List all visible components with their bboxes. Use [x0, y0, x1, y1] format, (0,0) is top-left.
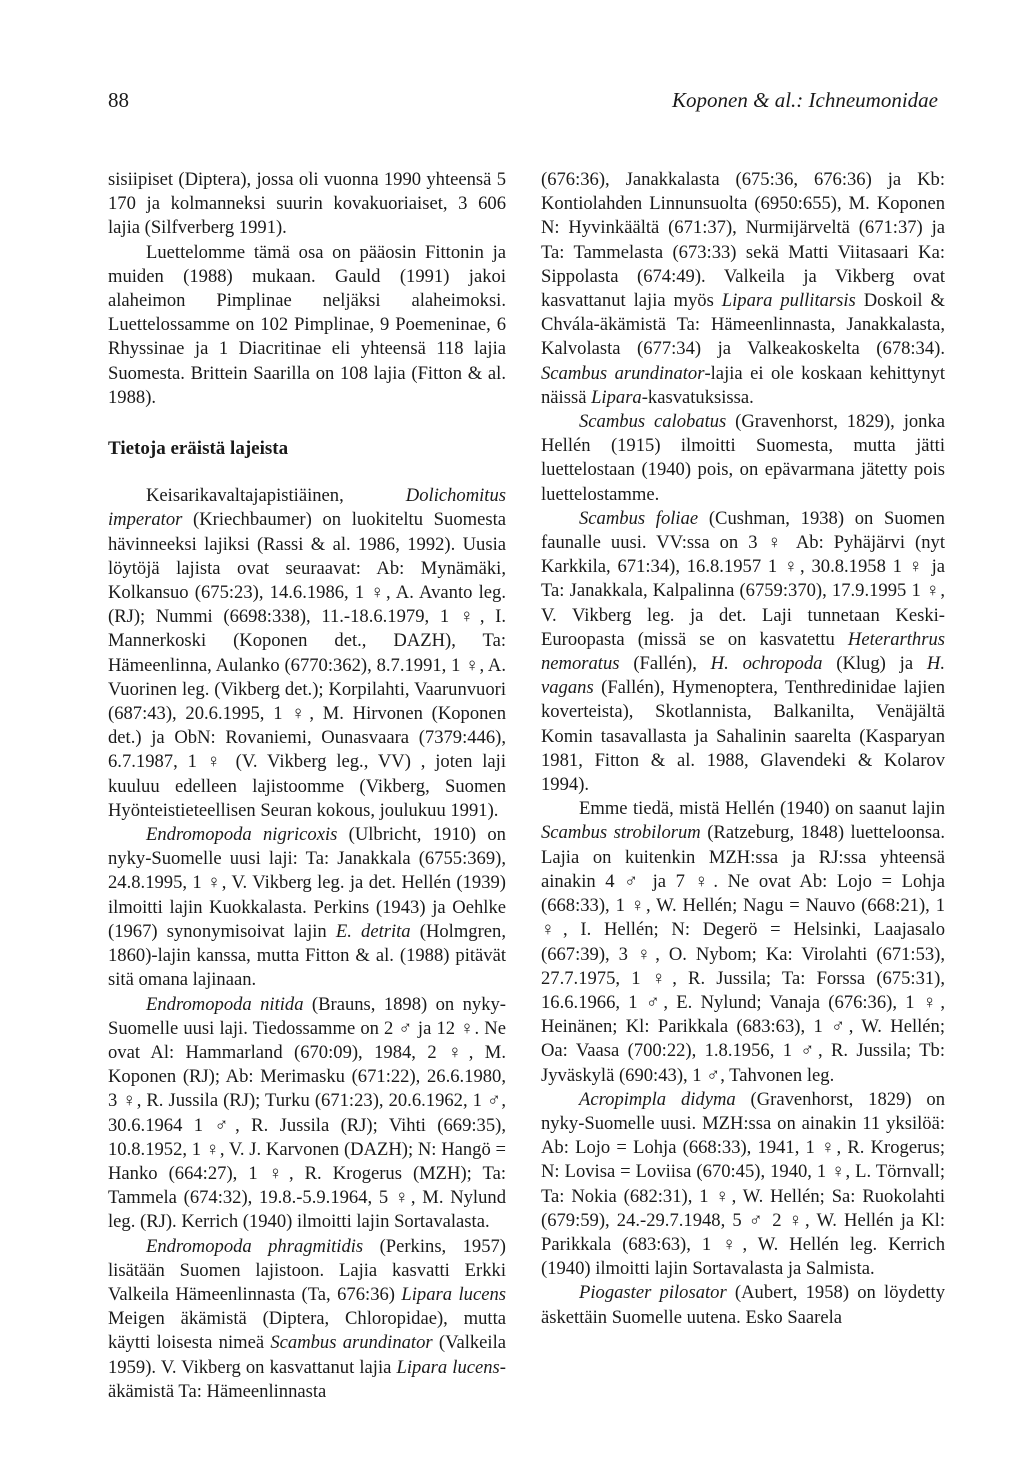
text-run: (Ratzeburg, 1848) luetteloonsa. Lajia on kuitenkin MZH:ssa ja RJ:ssa yhteensä ainakin 4 ♂ ja 7 ♀. Ne ovat Ab: Lojo = Lohja (668:33), 1 ♀, W. Hellén; Nagu = Nauvo (668:21), 1 ♀, I. Hellén; N: Degerö = Helsinki, Laajasalo (667:39), 3 ♀, O. Nybom; Ka: Virolahti (671:53), 27.7.1975, 1 ♀, R. Jussila; Ta: Forssa (675:31), 16.6.1966, 1 ♂, E. Nylund; Vanaja (676:36), 1 ♀, Heinänen; Kl: Parikkala (683:63), 1 ♂, W. Hellén; Oa: Vaasa (700:22), 1.8.1956, 1 ♂, R. Jussila; Tb: Jyväskylä (690:43), 1 ♂, Tahvonen leg.	[541, 822, 945, 1086]
species-name: Scambus calobatus	[579, 411, 727, 433]
species-name: H. vagans	[541, 653, 945, 699]
paragraph-piogaster-pilosator	[541, 1281, 945, 1329]
species-name: Scambus foliae	[579, 507, 699, 529]
text-run: (Kriechbaumer) on luokiteltu Suomesta hävinneeksi lajiksi (Rassi & al. 1986, 1992). Uusia löytöjä lajista ovat seuraavat: Ab: Mynämäki, Kolkansuo (675:23), 14.6.1986, 1 ♀, A. Avanto leg. (RJ); Nummi (6698:338), 11.-18.6.1979, 1 ♀, I. Mannerkoski (Koponen det., DAZH), Ta: Hämeenlinna, Aulanko (6770:362), 8.7.1991, 1 ♀, A. Vuorinen leg. (Vikberg det.); Korpilahti, Vaarunvuori (687:43), 20.6.1995, 1 ♀, M. Hirvonen (Koponen det.) ja ObN: Rovaniemi, Ounasvaara (7379:446), 6.7.1987, 1 ♀ (V. Vikberg leg., VV) , joten laji kuuluu edelleen lajistoomme (Vikberg, Suomen Hyönteistieteellisen Seuran kokous, joulukuu 1991).	[108, 509, 506, 821]
species-name: Lipara pullitarsis	[721, 290, 856, 312]
text-run: (Valkeila 1959). V. Vikberg on kasvattanut lajia	[108, 1332, 507, 1378]
paragraph-dolichomitus	[108, 484, 506, 823]
paragraph-endromopoda-nigricoxis	[108, 823, 506, 992]
species-name: Piogaster pilosator	[579, 1282, 727, 1304]
left-column	[108, 168, 506, 1404]
text-run: -kasvatuksissa.	[641, 386, 754, 408]
text-run: Doskoil & Chvála-äkämistä Ta: Hämeenlinnasta, Janakkalasta, Kalvolasta (677:34) ja Valkeakoskelta (678:34).	[541, 290, 945, 360]
species-name: H. ochropoda	[710, 653, 823, 675]
right-column	[541, 168, 945, 1330]
text-run: (Brauns, 1898) on nyky-Suomelle uusi laji. Tiedossamme on 2 ♂ ja 12 ♀. Ne ovat Al: Hammarland (670:09), 1984, 2 ♀, M. Koponen (RJ); Ab: Merimasku (671:22), 26.6.1980, 3 ♀, R. Jussila (RJ); Turku (671:23), 20.6.1962, 1 ♂, 30.6.1964 1 ♂, R. Jussila (RJ); Vihti (669:35), 10.8.1952, 1 ♀, V. J. Karvonen (DAZH); N: Hangö = Hanko (664:27), 1 ♀, R. Krogerus (MZH); Ta: Tammela (674:32), 19.8.-5.9.1964, 5 ♀, M. Nylund leg. (RJ). Kerrich (1940) ilmoitti lajin Sortavalasta.	[108, 993, 506, 1233]
species-name: Dolichomitus imperator	[108, 485, 506, 531]
paragraph-endromopoda-nitida	[108, 993, 506, 1235]
text-run: (Klug) ja	[822, 653, 927, 675]
paragraph-intro-continued: sisiipiset (Diptera), jossa oli vuonna 1990 yhteensä 5 170 ja kolmanneksi suurin kovakuoriaiset, 3 606 lajia (Silfverberg 1991).	[108, 169, 506, 239]
text-run: (Fallén),	[619, 653, 711, 675]
species-name: Acropimpla didyma	[579, 1088, 736, 1110]
species-name: Endromopoda phragmitidis	[146, 1235, 364, 1257]
paragraph-phragmitidis-continued	[541, 168, 945, 410]
text-run: Meigen äkämistä (Diptera, Chloropidae), mutta käytti loisesta nimeä	[108, 1308, 506, 1354]
species-name: E. detrita	[335, 920, 411, 942]
species-name: Scambus arundinator	[541, 362, 705, 384]
paragraph-catalogue-basis: Luettelomme tämä osa on pääosin Fittonin ja muiden (1988) mukaan. Gauld (1991) jakoi alaheimon Pimplinae neljäksi alaheimoksi. Luettelossamme on 102 Pimplinae, 9 Poemeninae, 6 Rhyssinae ja 1 Diacritinae eli yhteensä 118 lajia Suomesta. Brittein Saarilla on 108 lajia (Fitton & al. 1988).	[108, 241, 506, 408]
species-name: Endromopoda nigricoxis	[146, 824, 338, 846]
paragraph-endromopoda-phragmitidis	[108, 1235, 506, 1404]
text-run: -äkämistä Ta: Hämeenlinnasta	[108, 1356, 506, 1402]
species-name: Lipara lucens	[401, 1283, 506, 1305]
text-run: Emme tiedä, mistä Hellén (1940) on saanut lajin	[579, 798, 945, 820]
text-run: (676:36), Janakkalasta (675:36, 676:36) ja Kb: Kontiolahden Linnunsuolta (6950:655), M. Koponen N: Hyvinkäältä (671:37), Nurmijärveltä (671:37) ja Ta: Tammelasta (673:33) sekä Matti Viitasaari Ka: Sippolasta (674:49). Valkeila ja Vikberg ovat kasvattanut lajia myös	[541, 169, 945, 312]
text-run: (Gravenhorst, 1829), jonka Hellén (1915) ilmoitti Suomesta, mutta jätti luettelostaan (1940) pois, on epävarmana jätetty pois luettelostamme.	[541, 411, 946, 505]
species-name: Lipara lucens	[396, 1356, 500, 1378]
species-name: Scambus arundinator	[270, 1332, 433, 1354]
text-run: (Perkins, 1957) lisätään Suomen lajistoon. Lajia kasvatti Erkki Valkeila Hämeenlinnasta (Ta, 676:36)	[108, 1235, 506, 1305]
running-head	[0, 88, 1024, 116]
text-run: (Fallén), Hymenoptera, Tenthredinidae lajien koverteista), Skotlannista, Balkanilta, Venäjältä Komin tasavallasta ja Sahalinin saarelta (Kasparyan 1981, Fitton & al. 1988, Glavendeki & Kolarov 1994).	[541, 677, 945, 796]
species-name: Lipara	[591, 386, 642, 408]
paragraph-scambus-calobatus	[541, 410, 945, 507]
page-number: 88	[108, 88, 129, 112]
species-name: Endromopoda nitida	[146, 993, 304, 1015]
species-name: Heterarthrus nemoratus	[541, 628, 945, 675]
text-run: (Aubert, 1958) on löydetty äskettäin Suomelle uutena. Esko Saarela	[541, 1282, 945, 1328]
running-title: Koponen & al.: Ichneumonidae	[672, 88, 938, 112]
text-run: (Cushman, 1938) on Suomen faunalle uusi. VV:ssa on 3 ♀ Ab: Pyhäjärvi (nyt Karkkila, 671:34), 16.8.1957 1 ♀, 30.8.1958 1 ♀ ja Ta: Janakkala, Kalpalinna (6759:370), 17.9.1995 1 ♀, V. Vikberg leg. ja det. Laji tunnetaan Keski-Euroopasta (missä se on kasvatettu	[541, 507, 945, 650]
section-heading: Tietoja eräistä lajeista	[108, 438, 289, 460]
text-run: -lajia ei ole koskaan kehittynyt näissä	[541, 362, 945, 408]
paragraph-scambus-foliae	[541, 507, 945, 797]
paragraph-scambus-strobilorum	[541, 797, 945, 1087]
text-run: (Gravenhorst, 1829) on nyky-Suomelle uusi. MZH:ssa on ainakin 11 yksilöä: Ab: Lojo = Lohja (668:33), 1941, 1 ♀, R. Krogerus; N: Lovisa = Loviisa (670:45), 1940, 1 ♀, L. Törnvall; Ta: Nokia (682:31), 1 ♀, W. Hellén; Sa: Ruokolahti (679:59), 24.-29.7.1948, 5 ♂ 2 ♀, W. Hellén ja Kl: Parikkala (683:63), 1 ♀, W. Hellén leg. Kerrich (1940) ilmoitti lajin Sortavalasta ja Salmista.	[541, 1088, 945, 1280]
paragraph-acropimpla-didyma	[541, 1088, 945, 1282]
species-name: Scambus strobilorum	[541, 822, 701, 844]
text-run: (Ulbricht, 1910) on nyky-Suomelle uusi laji: Ta: Janakkala (6755:369), 24.8.1995, 1 ♀, V. Vikberg leg. ja det. Hellén (1939) ilmoitti lajin Kuokkalasta. Perkins (1943) ja Oehlke (1967) synonymisoivat lajin	[108, 824, 506, 942]
text-run: (Holmgren, 1860)-lajin kanssa, mutta Fitton & al. (1988) pitävät sitä omana lajinaan.	[108, 920, 506, 991]
text-run: Keisarikavaltajapistiäinen,	[146, 485, 406, 507]
